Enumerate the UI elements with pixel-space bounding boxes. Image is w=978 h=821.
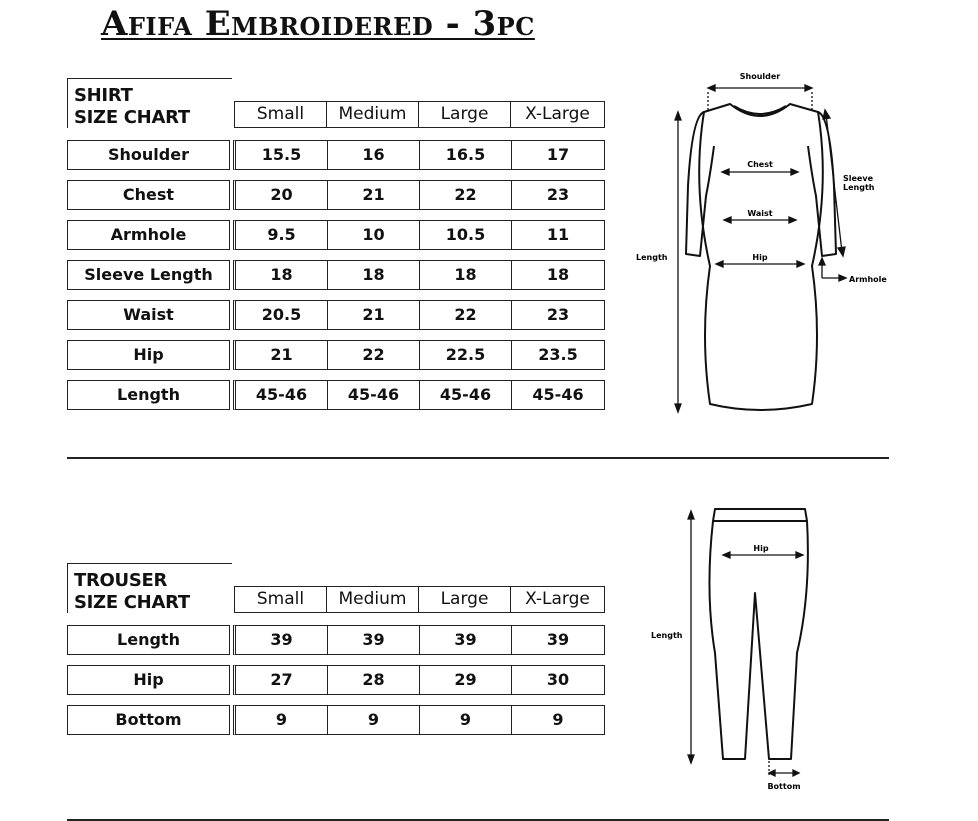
row-label: Length (67, 380, 230, 410)
trouser-caption-line1: TROUSER (74, 570, 168, 591)
table-cell: 22.5 (420, 341, 512, 369)
hip-label: Hip (752, 253, 768, 262)
row-values (233, 140, 605, 170)
bottom-label: Bottom (767, 782, 801, 791)
table-cell: 22 (328, 341, 420, 369)
table-cell: 16 (328, 141, 420, 169)
shoulder-label: Shoulder (739, 72, 781, 81)
row-label: Armhole (67, 220, 230, 250)
row-label: Chest (67, 180, 230, 210)
table-row (67, 705, 605, 735)
table-cell: 23 (546, 305, 570, 324)
row-label: Hip (67, 665, 230, 695)
table-cell: 45-46 (328, 381, 420, 409)
row-values (233, 340, 605, 370)
table-cell: 29 (420, 666, 512, 694)
shirt-size-columns (234, 101, 605, 128)
trouser-size-columns (234, 586, 605, 613)
size-column-large: Large (419, 102, 511, 127)
size-column-small: Small (235, 102, 327, 127)
table-cell: 15.5 (236, 141, 328, 169)
table-row (67, 140, 605, 170)
size-column-large: Large (419, 587, 511, 612)
table-cell: 22 (420, 301, 512, 329)
table-cell: 18 (420, 261, 512, 289)
table-cell: 39 (420, 626, 512, 654)
row-label: Length (67, 625, 230, 655)
row-label: Waist (67, 300, 230, 330)
sleeve-length-label-line2: Length (843, 183, 875, 192)
table-cell: 16.5 (420, 141, 512, 169)
table-cell: 10 (328, 221, 420, 249)
trouser-caption-line2: SIZE CHART (74, 592, 190, 613)
waist-label: Waist (747, 209, 773, 218)
length-label: Length (636, 253, 668, 262)
row-label: Hip (67, 340, 230, 370)
table-cell: 9 (236, 706, 328, 734)
trouser-diagram (645, 503, 825, 795)
trouser-size-chart (67, 563, 605, 735)
table-cell: 18 (328, 261, 420, 289)
row-values (233, 300, 605, 330)
table-cell: 20 (236, 181, 328, 209)
table-row (67, 180, 605, 210)
table-cell: 9 (420, 706, 512, 734)
size-column-x-large: X-Large (525, 589, 590, 609)
shirt-table-header (67, 78, 605, 130)
shirt-caption-line2: SIZE CHART (74, 107, 190, 128)
table-cell: 10.5 (420, 221, 512, 249)
table-cell: 21 (328, 181, 420, 209)
armhole-label: Armhole (849, 275, 887, 284)
page-title: Afifa Embroidered - 3pc (101, 4, 535, 44)
row-values (233, 665, 605, 695)
shirt-table-body (67, 140, 605, 410)
section-divider (67, 457, 889, 459)
table-cell: 28 (328, 666, 420, 694)
table-cell: 20.5 (236, 301, 328, 329)
table-cell: 18 (546, 265, 570, 284)
shirt-diagram (630, 66, 890, 416)
table-row (67, 260, 605, 290)
size-column-medium: Medium (327, 102, 419, 127)
table-cell: 22 (420, 181, 512, 209)
trouser-hip-label: Hip (753, 544, 769, 553)
table-cell: 39 (236, 626, 328, 654)
table-cell: 18 (236, 261, 328, 289)
table-cell: 9 (328, 706, 420, 734)
table-cell: 39 (328, 626, 420, 654)
table-row (67, 340, 605, 370)
table-cell: 23.5 (538, 345, 578, 364)
table-cell: 23 (546, 185, 570, 204)
table-row (67, 665, 605, 695)
table-cell: 11 (546, 225, 570, 244)
row-values (233, 260, 605, 290)
row-label: Shoulder (67, 140, 230, 170)
shirt-size-chart (67, 78, 605, 410)
size-column-x-large: X-Large (525, 104, 590, 124)
table-cell: 9.5 (236, 221, 328, 249)
table-row (67, 220, 605, 250)
trouser-table-body (67, 625, 605, 735)
table-cell: 45-46 (236, 381, 328, 409)
shirt-caption-line1: SHIRT (74, 85, 133, 106)
row-label: Bottom (67, 705, 230, 735)
row-values (233, 380, 605, 410)
sleeve-length-label-line1: Sleeve (843, 174, 873, 183)
shirt-chart-caption (67, 78, 232, 128)
table-cell: 30 (546, 670, 570, 689)
table-cell: 21 (236, 341, 328, 369)
trouser-table-header (67, 563, 605, 615)
table-cell: 21 (328, 301, 420, 329)
table-cell: 45-46 (532, 385, 584, 404)
size-column-medium: Medium (327, 587, 419, 612)
table-row (67, 300, 605, 330)
chest-label: Chest (747, 160, 773, 169)
trouser-length-label: Length (651, 631, 683, 640)
table-cell: 39 (546, 630, 570, 649)
table-row (67, 625, 605, 655)
row-values (233, 180, 605, 210)
row-label: Sleeve Length (67, 260, 230, 290)
table-cell: 45-46 (420, 381, 512, 409)
table-row (67, 380, 605, 410)
table-cell: 17 (546, 145, 570, 164)
size-column-small: Small (235, 587, 327, 612)
row-values (233, 625, 605, 655)
table-cell: 27 (236, 666, 328, 694)
row-values (233, 220, 605, 250)
trouser-chart-caption (67, 563, 232, 613)
row-values (233, 705, 605, 735)
table-cell: 9 (552, 710, 564, 729)
